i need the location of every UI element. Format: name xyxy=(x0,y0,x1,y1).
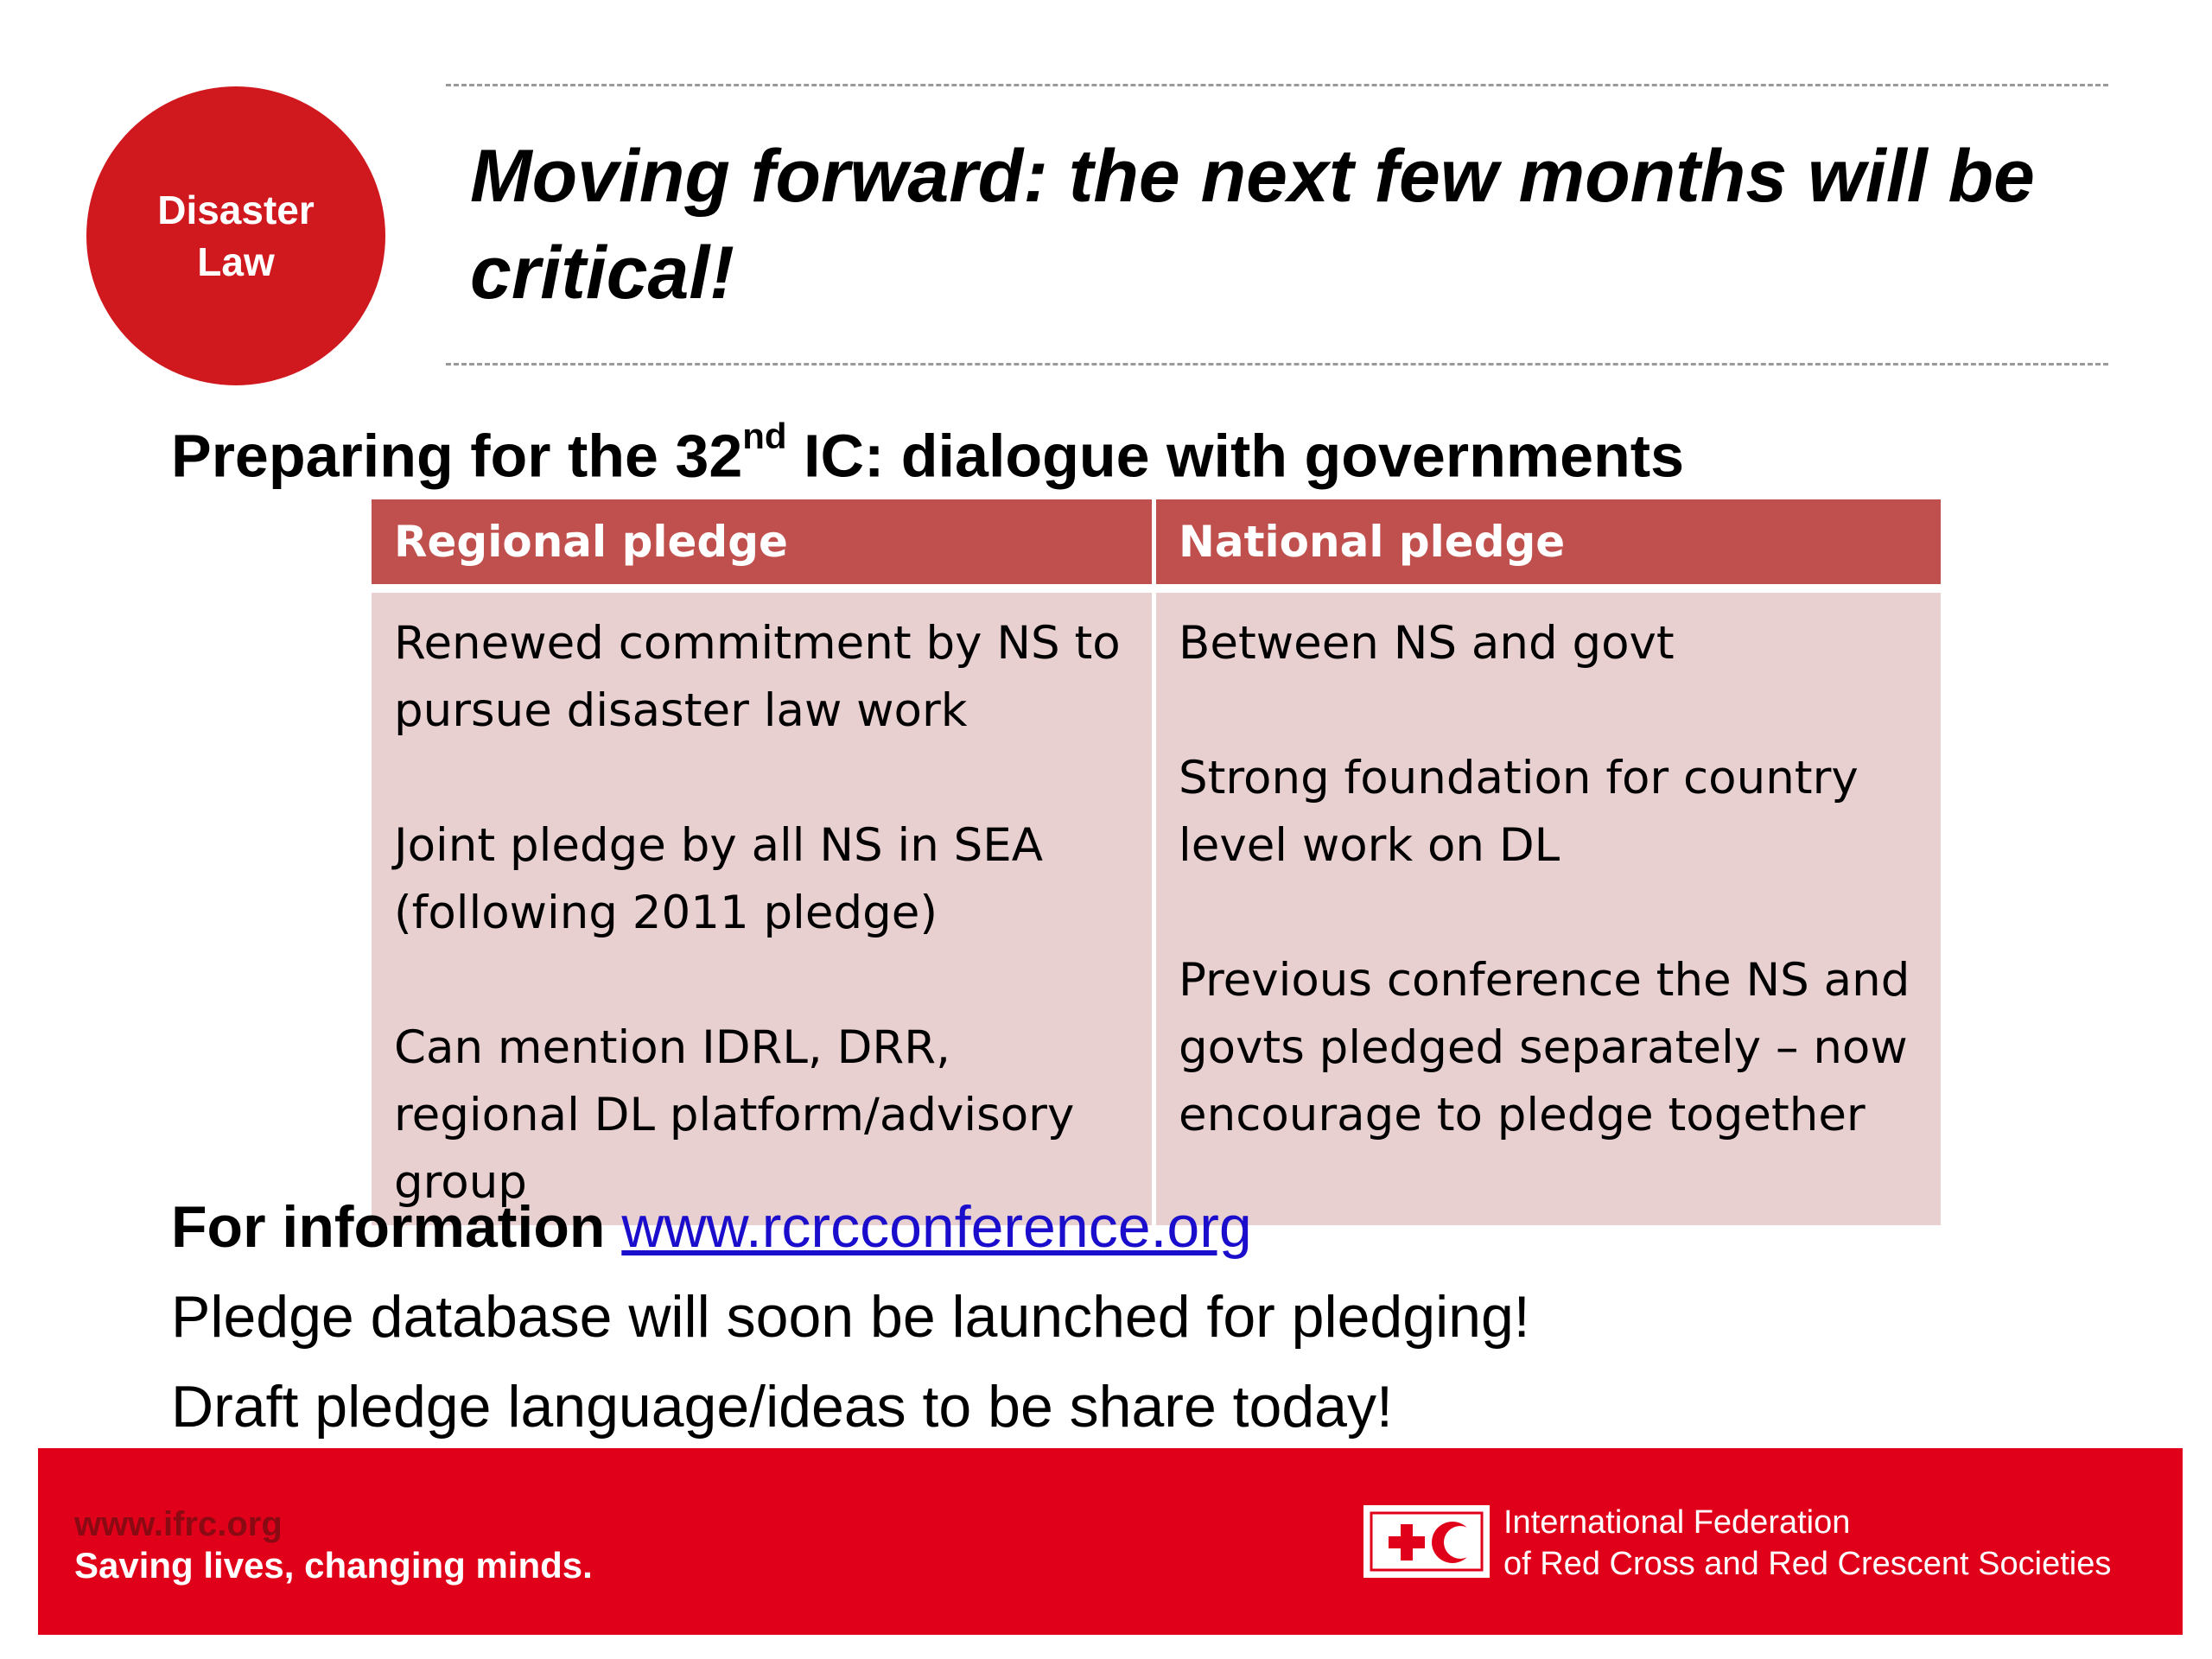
bottom-divider xyxy=(446,363,2108,365)
pledge-database-note: Pledge database will soon be launched for pledging! xyxy=(171,1284,1530,1350)
footer-banner xyxy=(38,1448,2183,1635)
footer-tagline: Saving lives, changing minds. xyxy=(74,1545,593,1586)
red-cross-crescent-logo-icon xyxy=(1363,1505,1490,1578)
info-label: For information xyxy=(171,1194,606,1260)
section-heading xyxy=(171,404,1684,494)
footer-url: www.ifrc.org xyxy=(74,1505,283,1543)
national-pledge-cell xyxy=(1156,593,1941,1225)
pledge-table xyxy=(372,499,1941,1225)
table-header-row xyxy=(372,499,1941,593)
regional-item: Joint pledge by all NS in SEA (following 2011 pledge) xyxy=(394,819,1044,939)
cross-crescent-emblem-icon xyxy=(1366,1508,1487,1575)
org-name-line-1: International Federation xyxy=(1503,1504,1851,1541)
heading-text-end: IC: dialogue with governments xyxy=(786,422,1685,490)
regional-pledge-cell xyxy=(372,593,1156,1225)
national-item: Strong foundation for country level work on DL xyxy=(1179,752,1859,872)
top-divider xyxy=(446,84,2108,86)
disaster-law-badge xyxy=(86,86,385,385)
draft-pledge-note: Draft pledge language/ideas to be share today! xyxy=(171,1374,1393,1440)
slide-title: Moving forward: the next few months will be critical! xyxy=(470,135,2035,315)
badge-line-1: Disaster xyxy=(157,188,315,232)
national-item: Previous conference the NS and govts pledged separately – now encourage to pledge together xyxy=(1179,954,1910,1141)
header-regional-pledge: Regional pledge xyxy=(372,499,1156,593)
heading-text-start: Preparing for the 32 xyxy=(171,422,743,490)
regional-item: Can mention IDRL, DRR, regional DL platform/advisory group xyxy=(394,1021,1075,1209)
organization-name xyxy=(1503,1502,2111,1585)
national-item: Between NS and govt xyxy=(1179,617,1675,670)
badge-line-2: Law xyxy=(197,239,275,284)
conference-link[interactable]: www.rcrcconference.org xyxy=(621,1194,1252,1260)
org-name-line-2: of Red Cross and Red Crescent Societies xyxy=(1503,1546,2112,1582)
header-national-pledge: National pledge xyxy=(1156,499,1941,593)
regional-item: Renewed commitment by NS to pursue disaster law work xyxy=(394,617,1121,737)
info-block xyxy=(171,1182,2072,1452)
info-line xyxy=(171,1182,2072,1272)
table-row xyxy=(372,593,1941,1225)
heading-ordinal-suffix: nd xyxy=(742,416,787,456)
